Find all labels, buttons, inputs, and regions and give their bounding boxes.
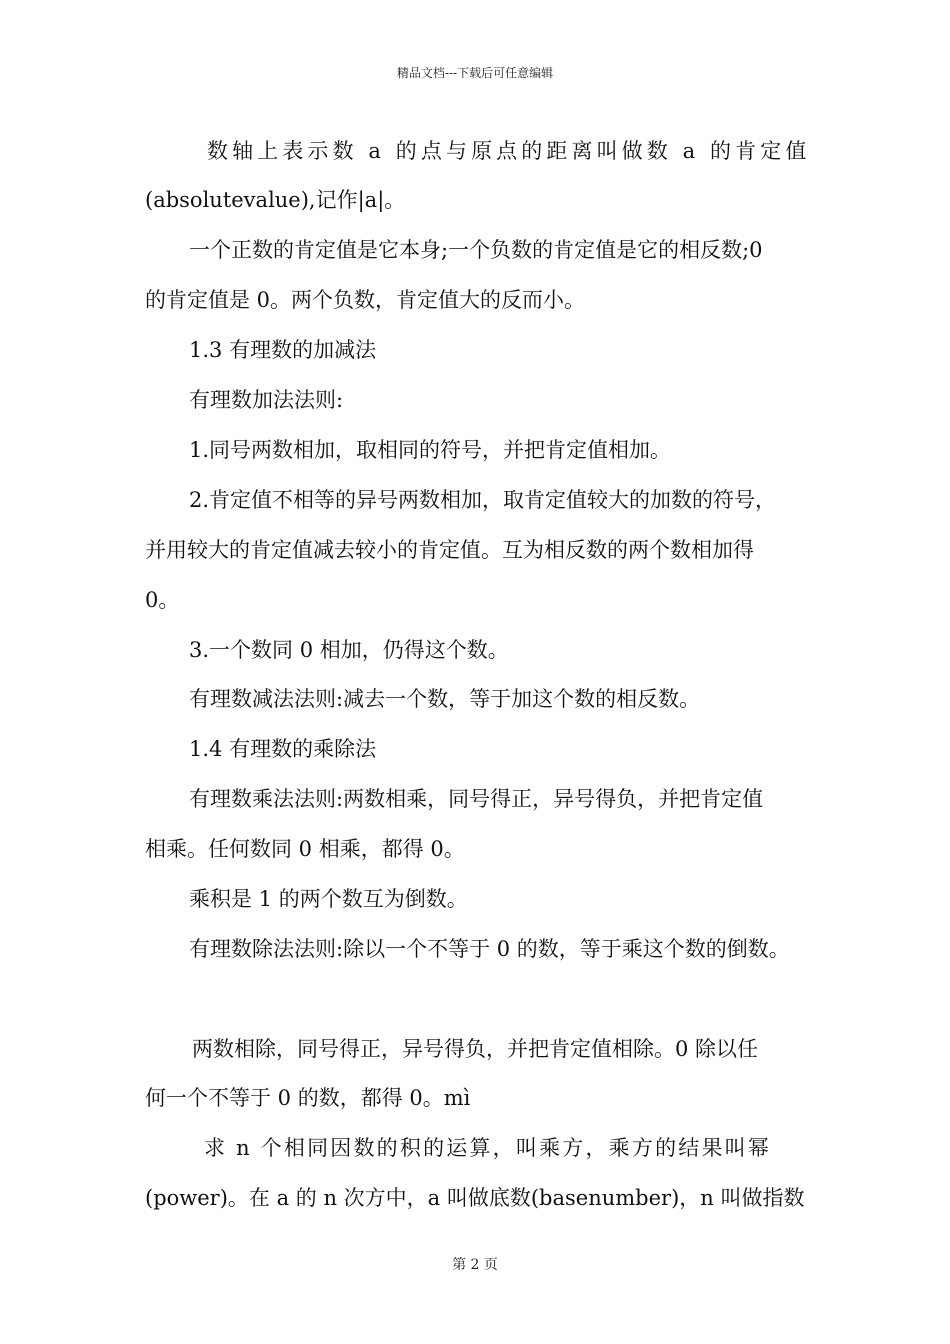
section-heading: 1.3 有理数的加减法 [189,338,377,362]
text-line: 有理数加法法则: [189,388,344,412]
page-header: 精品文档---下载后可任意编辑 [396,66,554,80]
text-line: 乘积是 1 的两个数互为倒数。 [189,887,468,911]
text-line: (absolutevalue),记作|a|。 [145,188,406,212]
text-line: 1.同号两数相加，取相同的符号，并把肯定值相加。 [189,438,672,462]
text-line: 并用较大的肯定值减去较小的肯定值。互为相反数的两个数相加得 [145,538,754,562]
page-number: 第 2 页 [452,1257,498,1273]
text-line: 的肯定值是 0。两个负数，肯定值大的反而小。 [145,288,586,312]
text-line: 相乘。任何数同 0 相乘，都得 0。 [145,837,465,861]
text-line: 有理数乘法法则:两数相乘，同号得正，异号得负，并把肯定值 [189,787,764,811]
text-line: (power)。在 a 的 n 次方中，a 叫做底数(basenumber)，n 叫做指数 [145,1186,805,1210]
text-line: 数轴上表示数 a 的点与原点的距离叫做数 a 的肯定值 [207,139,811,163]
text-line: 两数相除，同号得正，异号得负，并把肯定值相除。0 除以任 [192,1037,759,1061]
text-line: 3.一个数同 0 相加，仍得这个数。 [189,638,509,662]
section-heading: 1.4 有理数的乘除法 [189,737,377,761]
text-line: 0。 [145,588,180,612]
text-line: 2.肯定值不相等的异号两数相加，取肯定值较大的加数的符号， [189,488,777,512]
text-line: 求 n 个相同因数的积的运算，叫乘方，乘方的结果叫幂 [204,1136,772,1160]
text-line: 有理数减法法则:减去一个数，等于加这个数的相反数。 [189,687,701,711]
text-line: 何一个不等于 0 的数，都得 0。mì [145,1086,471,1110]
text-line: 一个正数的肯定值是它本身;一个负数的肯定值是它的相反数;0 [189,238,763,262]
text-line: 有理数除法法则:除以一个不等于 0 的数，等于乘这个数的倒数。 [189,937,790,961]
